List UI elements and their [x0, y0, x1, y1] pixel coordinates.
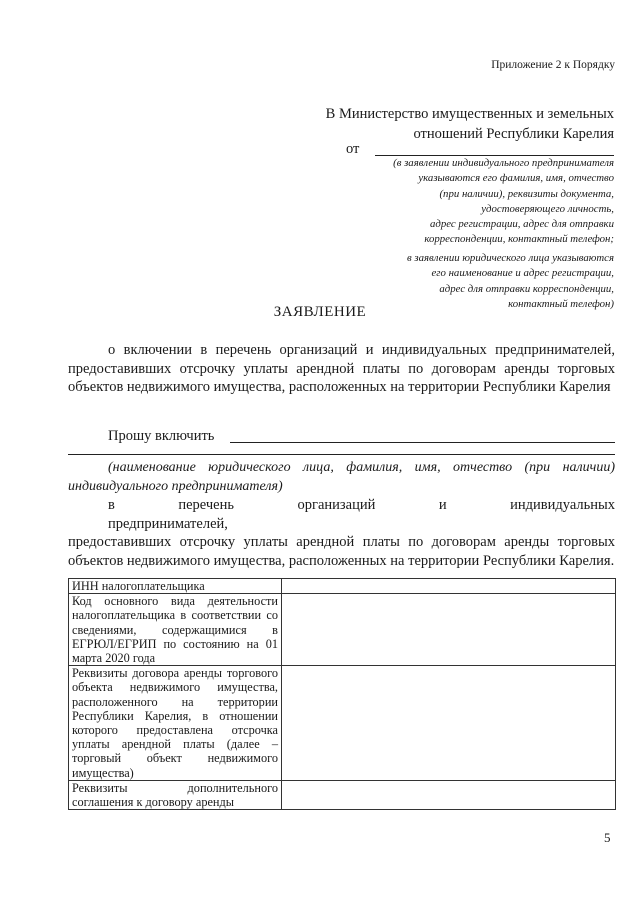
- request-field[interactable]: [68, 428, 615, 448]
- subject-paragraph: [68, 341, 615, 397]
- table-label-cell: Реквизиты договора аренды торгового объекта недвижимого имущества, расположенного на территории Республики Карелия, в отношении которого предоставлена отсрочка уплаты арендной платы (далее – торговый объект недвижимого имущества): [69, 666, 282, 781]
- page-number: 5: [604, 830, 611, 845]
- details-table: [68, 578, 616, 810]
- hint-line: в заявлении юридического лица указываются: [407, 252, 614, 264]
- from-label: от: [346, 141, 360, 157]
- request-blank-line[interactable]: [230, 442, 615, 443]
- hint-line: контактный телефон): [508, 297, 614, 310]
- hint-line: его наименование и адрес регистрации,: [431, 267, 614, 280]
- appendix-note: Приложение 2 к Порядку: [491, 59, 615, 71]
- hint-line: корреспонденции, контактный телефон;: [424, 233, 614, 246]
- legal-entity-hint: [314, 251, 614, 312]
- addressee-line-1: В Министерство имущественных и земельных: [325, 106, 614, 122]
- hint-line: адрес регистрации, адрес для отправки: [430, 218, 614, 231]
- table-value-cell[interactable]: [282, 594, 616, 666]
- table-row: [69, 666, 616, 781]
- table-value-cell[interactable]: [282, 666, 616, 781]
- request-lead-text: в перечень организаций и индивидуальных предпринимателей,: [108, 497, 615, 532]
- hint-line: адрес для отправки корреспонденции,: [439, 282, 614, 295]
- request-blank-line-2[interactable]: [68, 454, 615, 455]
- table-label-cell: ИНН налогоплательщика: [69, 579, 282, 594]
- table-row: [69, 579, 616, 594]
- name-hint-text: (наименование юридического лица, фамилия, имя, отчество (при наличии) индивидуального предпринимателя): [68, 460, 615, 494]
- request-label: Прошу включить: [108, 428, 215, 444]
- request-rest-text: предоставивших отсрочку уплаты арендной платы по договорам аренды торговых объектов недвижимого имущества, расположенных на территории Республики Карелия.: [68, 534, 615, 569]
- subject-text: о включении в перечень организаций и индивидуальных предпринимателей, предоставивших отсрочку уплаты арендной платы по договорам аренды торговых объектов недвижимого имущества, расположенных на территории Республики Карелия: [68, 342, 615, 395]
- individual-hint: [314, 156, 614, 248]
- hint-line: (в заявлении индивидуального предпринимателя: [393, 157, 614, 169]
- table-row: [69, 594, 616, 666]
- table-value-cell[interactable]: [282, 780, 616, 809]
- hint-line: (при наличии), реквизиты документа,: [439, 187, 614, 200]
- table-label-cell: Реквизиты дополнительного соглашения к договору аренды: [69, 780, 282, 809]
- table-value-cell[interactable]: [282, 579, 616, 594]
- document-title: ЗАЯВЛЕНИЕ: [273, 304, 367, 320]
- table-row: [69, 780, 616, 809]
- name-hint: [68, 459, 615, 496]
- request-paragraph: [68, 496, 615, 570]
- addressee-block: [290, 104, 614, 144]
- table-label-cell: Код основного вида деятельности налогоплательщика в соответствии со сведениями, содержащимися в ЕГРЮЛ/ЕГРИП по состоянию на 01 марта 2020 года: [69, 594, 282, 666]
- hint-line: указываются его фамилия, имя, отчество: [418, 172, 614, 185]
- addressee-line-2: отношений Республики Карелия: [413, 126, 614, 142]
- hint-line: удостоверяющего личность,: [481, 202, 614, 215]
